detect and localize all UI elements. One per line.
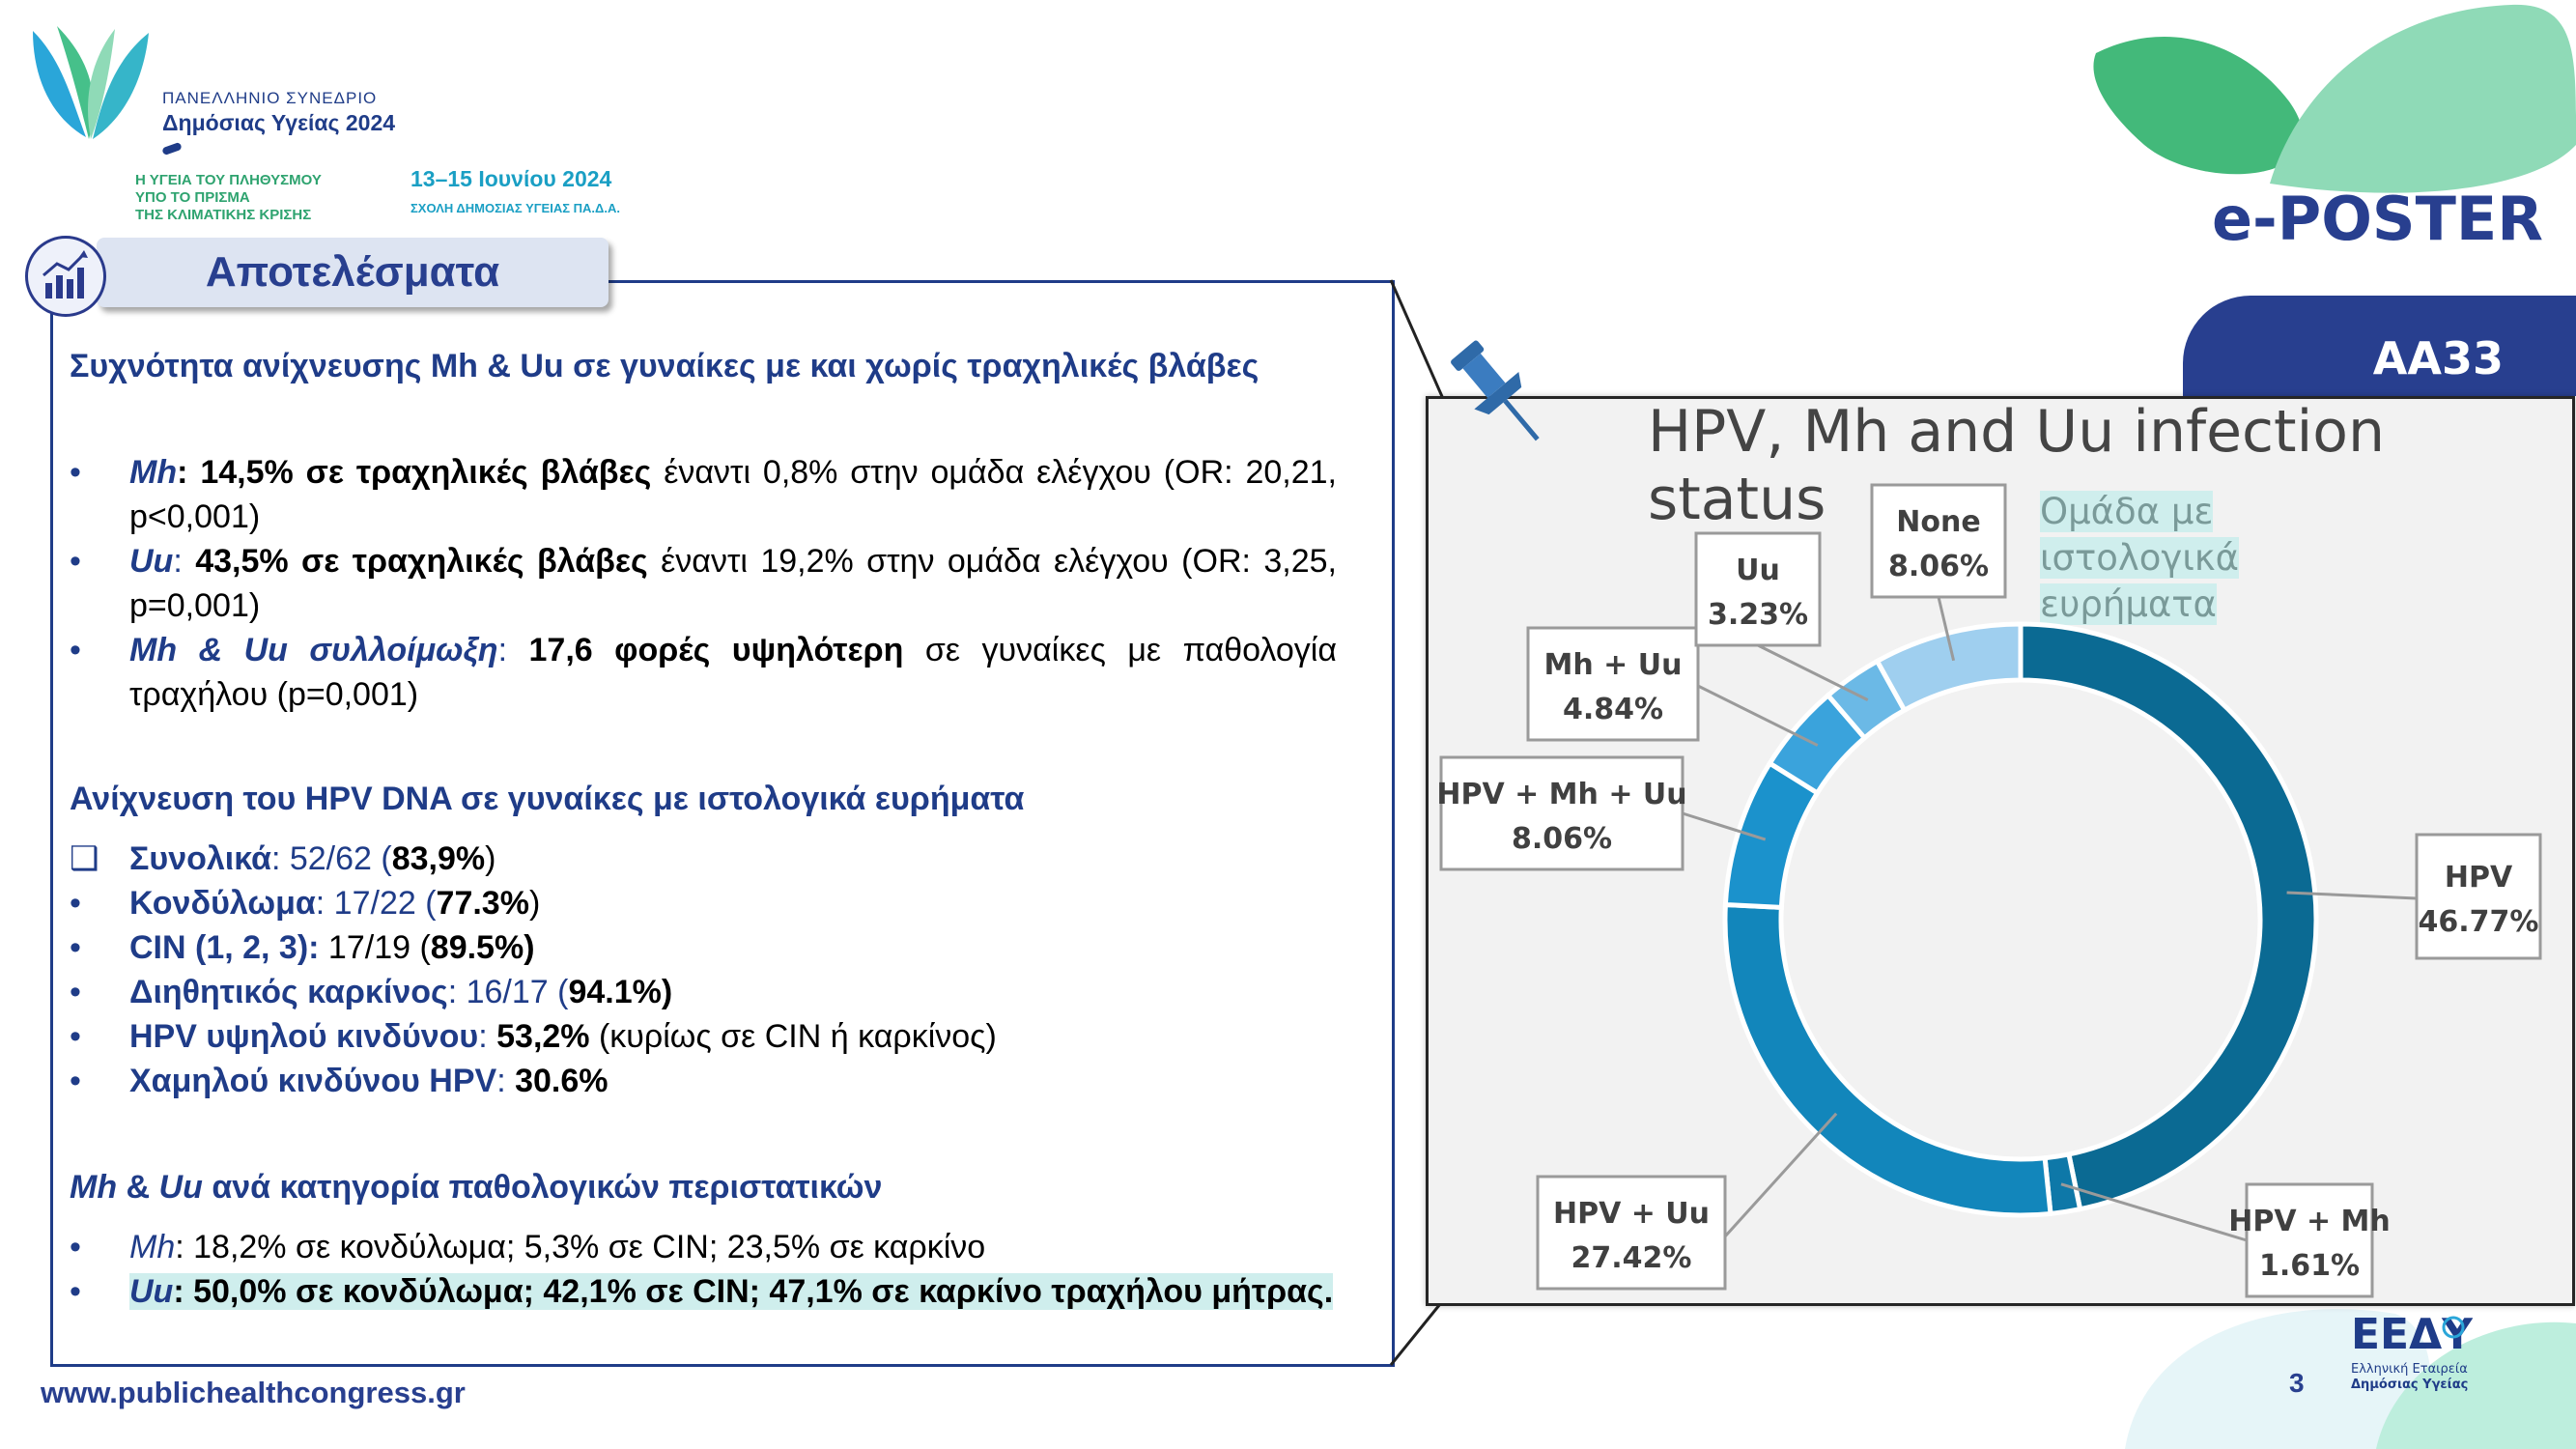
hpv-item-end: (κυρίως σε CIN ή καρκίνος) <box>589 1018 997 1055</box>
hpv-item-end: ) <box>485 840 496 877</box>
slice-label: Mh + Uu <box>1543 648 1683 682</box>
slice-value-label: 46.77% <box>2418 905 2539 939</box>
results-chart-icon <box>25 236 106 317</box>
slice-label: HPV <box>2444 861 2513 895</box>
congress-dates: 13–15 Ιουνίου 2024 <box>410 166 612 191</box>
uu-bold-stat: 43,5% σε τραχηλικές βλάβες <box>195 543 648 580</box>
bullet-marker: • <box>70 885 81 922</box>
eedy-logo-icon <box>2347 1306 2473 1364</box>
s3-mh-label: Mh <box>129 1229 176 1265</box>
s3-uu-label: Uu <box>129 1273 174 1310</box>
bullet-marker: • <box>70 454 81 491</box>
mh-rest: έναντι 0,8% στην ομάδα ελέγχου (OR: 20,21, p<0,001) <box>129 454 1337 535</box>
slice-value-label: 8.06% <box>1887 550 1990 583</box>
slice-value-label: 27.42% <box>1571 1241 1692 1275</box>
s3-heading-rest: ανά κατηγορία παθολογικών περιστατικών <box>202 1169 883 1206</box>
theme-line1: Η ΥΓΕΙΑ ΤΟΥ ΠΛΗΘΥΣΜΟΥ <box>135 172 322 188</box>
slice-label: HPV + Uu <box>1552 1197 1711 1231</box>
slice-label: Uu <box>1736 554 1780 587</box>
bullet-marker: • <box>70 1018 81 1055</box>
hpv-item-sep: 17/19 ( <box>319 929 431 966</box>
s3-heading-amp: & <box>117 1169 159 1206</box>
section3-heading <box>70 1165 1337 1209</box>
slice-label: HPV + Mh <box>2228 1205 2391 1238</box>
congress-name-line1: ΠΑΝΕΛΛΗΝΙΟ ΣΥΝΕΔΡΙΟ <box>162 89 378 107</box>
s3-uu-rest: : 50,0% σε κονδύλωμα; 42,1% σε CIN; 47,1% σε καρκίνο τραχήλου μήτρας. <box>173 1273 1334 1310</box>
section3-bullet-uu <box>70 1269 1337 1314</box>
decorative-leaves-top <box>2077 0 2576 193</box>
leader-line <box>1725 1114 1836 1236</box>
leader-line <box>2061 1184 2247 1240</box>
slice-label: HPV + Mh + Uu <box>1436 778 1687 811</box>
hpv-item-cin <box>70 925 1337 970</box>
uu-sep: : <box>173 543 196 580</box>
bullet-marker: • <box>70 1063 81 1099</box>
slice-label: None <box>1896 505 1981 539</box>
bullet-marker: • <box>70 1273 81 1310</box>
hpv-item-sep: : 16/17 ( <box>447 974 569 1010</box>
checkbox-icon: ❑ <box>70 840 99 877</box>
slice-value-label: 3.23% <box>1707 598 1809 632</box>
congress-website-link[interactable]: www.publichealthcongress.gr <box>41 1376 466 1409</box>
section1-bullet-mh <box>70 450 1337 539</box>
bullet-marker: • <box>70 632 81 668</box>
eposter-title: e-POSTER <box>2212 184 2543 254</box>
section1-bullet-coinfection <box>70 628 1337 717</box>
congress-venue: ΣΧΟΛΗ ΔΗΜΟΣΙΑΣ ΥΓΕΙΑΣ ΠΑ.Δ.Α. <box>410 201 620 215</box>
section1-heading: Συχνότητα ανίχνευσης Mh & Uu σε γυναίκες με και χωρίς τραχηλικές βλάβες <box>70 348 1260 384</box>
hpv-item-bold: 53,2% <box>496 1018 590 1055</box>
bullet-marker: • <box>70 974 81 1010</box>
section2-heading: Ανίχνευση του HPV DNA σε γυναίκες με ιστολογικά ευρήματα <box>70 781 1025 817</box>
hpv-item-sep: : <box>478 1018 497 1055</box>
hpv-item-label: HPV υψηλού κινδύνου <box>129 1018 479 1055</box>
hpv-item-end: ) <box>528 885 541 922</box>
slice-value-label: 1.61% <box>2258 1249 2361 1283</box>
svg-text:ΕΕΔΥ: ΕΕΔΥ <box>2351 1310 2473 1359</box>
hpv-item-label: CIN (1, 2, 3): <box>129 929 320 966</box>
s3-mh-rest: : 18,2% σε κονδύλωμα; 5,3% σε CIN; 23,5% σε καρκίνο <box>175 1229 986 1265</box>
coinfection-rest: σε γυναίκες με παθολογία τραχήλου (p=0,001) <box>129 632 1337 713</box>
hpv-item-bold: 89.5%) <box>430 929 535 966</box>
hpv-item-bold: 94.1%) <box>568 974 673 1010</box>
donut-chart <box>1426 396 2575 1306</box>
hpv-item-high-risk <box>70 1014 1337 1059</box>
section1-bullet-uu <box>70 539 1337 628</box>
hpv-item-low-risk <box>70 1059 1337 1103</box>
uu-rest: έναντι 19,2% στην ομάδα ελέγχου (OR: 3,25, p=0,001) <box>129 543 1337 624</box>
hpv-item-label: Κονδύλωμα <box>129 885 316 922</box>
hpv-item-invasive-cancer <box>70 970 1337 1014</box>
leader-line <box>1698 686 1818 746</box>
hpv-item-sep: : 52/62 ( <box>270 840 392 877</box>
s3-heading-mh: Mh <box>70 1169 118 1206</box>
mh-bold-stat: : 14,5% σε τραχηλικές βλάβες <box>177 454 652 491</box>
bullet-marker: • <box>70 929 81 966</box>
bullet-marker: • <box>70 543 81 580</box>
donut-slice-hpv <box>2021 624 2316 1209</box>
bullet-marker: • <box>70 1229 81 1265</box>
hpv-item-bold: 30.6% <box>515 1063 609 1099</box>
data-label-box <box>2417 835 2540 958</box>
coinfection-bold-stat: 17,6 φορές υψηλότερη <box>528 632 904 668</box>
slice-value-label: 8.06% <box>1511 822 1613 856</box>
page-number: 3 <box>2289 1368 2305 1398</box>
coinfection-sep: : <box>497 632 529 668</box>
hpv-item-total <box>70 837 1337 881</box>
annotation-histology-group: Ομάδα με ιστολογικά ευρήματα <box>2040 491 2240 625</box>
hpv-item-sep: : <box>496 1063 516 1099</box>
donut-slice-hpv-uu <box>1725 904 2051 1215</box>
coinfection-label: Mh & Uu συλλοίμωξη <box>129 632 498 668</box>
congress-name-line2: Δημόσιας Υγείας 2024 <box>162 110 396 135</box>
uu-label: Uu <box>129 543 174 580</box>
mh-label: Mh <box>129 454 178 491</box>
theme-line2: ΥΠΟ ΤΟ ΠΡΙΣΜΑ <box>135 189 250 206</box>
poster-code-tab: AA33 <box>2183 296 2576 396</box>
org-name-line2: Δημόσιας Υγείας <box>2351 1378 2469 1392</box>
leader-line <box>1758 645 1868 700</box>
s3-heading-uu: Uu <box>158 1169 203 1206</box>
hpv-item-label: Συνολικά <box>129 840 271 877</box>
results-tab-title: Αποτελέσματα <box>97 238 609 307</box>
hpv-item-bold: 77.3% <box>436 885 529 922</box>
congress-logo-icon <box>23 21 158 147</box>
theme-line3: ΤΗΣ ΚΛΙΜΑΤΙΚΗΣ ΚΡΙΣΗΣ <box>135 207 312 223</box>
section3-bullet-mh <box>70 1225 1337 1269</box>
hpv-item-label: Χαμηλού κινδύνου HPV <box>129 1063 497 1099</box>
org-name-line1: Ελληνική Εταιρεία <box>2351 1362 2468 1377</box>
hpv-item-condyloma <box>70 881 1337 925</box>
hpv-item-label: Διηθητικός καρκίνος <box>129 974 448 1010</box>
hpv-item-sep: : 17/22 ( <box>315 885 437 922</box>
slice-value-label: 4.84% <box>1562 693 1664 726</box>
chart-title: HPV, Mh and Uu infection status <box>1648 398 2385 533</box>
hpv-item-bold: 83,9% <box>391 840 486 877</box>
logo-dash <box>161 142 183 156</box>
